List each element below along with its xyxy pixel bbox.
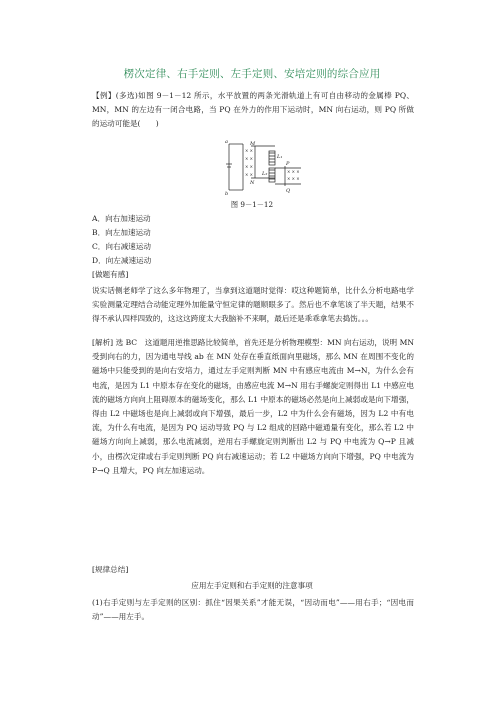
svg-text:× ×: × × (245, 156, 253, 161)
reflection-text: 说实话侧老师学了这么多年物理了，当拿到这道题时觉得：哎这种题简单，比什么分析电路电学实验测量定理结合动能定理外加能量守恒定律的题顺眼多了。然后也不拿笔该了半天题，结果不得不承认四样四致的，这这这跨度太大我脑补不来啊，最后还是乖乖拿笔去捣饬。。。 (92, 286, 414, 324)
svg-text:× × ×: × × × (287, 176, 300, 181)
option-b: B．向左加速运动 (92, 228, 151, 237)
option-d: D．向左减速运动 (92, 256, 152, 265)
option-c: C．向右减速运动 (92, 242, 151, 251)
analysis-text: 选 BC 这道题用逆推思路比较简单，首先还是分析物理模型：MN 向右运动，说明 MN 受到向右的力，因为通电导线 ab 在 MN 处存在垂直纸面向里磁场，那么 MN 在周围不变化的磁场中只能受到的是向右安培力，通过左手定则判断 MN 中有感应电流由 M→N，为什么会有电流，是因为 L1 中原本存在变化的磁场，由感应电流 M→N 用右手螺旋定则得出 L1 中感应电流的磁场方向向上阻碍原本的磁场变化，那么 L1 中原本的磁场必然是向上减弱或是向下增强，得由 L2 中磁场也是向上减弱或向下增强，最后一步，L2 中为什么会有磁场，因为 L2 中有电流，为什么有电流，是因为 PQ 运动导致 PQ 与 L2 组成的回路中磁通量有变化，那么若 L2 中磁场方向向上减弱，那么电流减弱，逆用右手螺旋定则判断出 L2 与 PQ 中电流为 Q→P 且减小，由楞次定律或右手定则判断 PQ 向右减速运动；若 L2 中磁场方向向下增强，PQ 中电流为 P→Q 且增大，PQ 向左加速运动。 (92, 338, 414, 475)
svg-text:× ×: × × (245, 172, 253, 177)
section-title: 楞次定律、右手定则、左手定则、安培定则的综合应用 (123, 68, 381, 80)
summary-item-1: (1)右手定则与左手定则的区别：抓住“因果关系”才能无误，“因动而电”——用右手；“因电而动”——用左手。 (92, 598, 414, 622)
option-a: A．向右加速运动 (92, 214, 151, 223)
example-question: 【例】(多选)如图 9－1－12 所示，水平放置的两条光滑轨道上有可自由移动的金属棒 PQ、MN，MN 的左边有一闭合电路，当 PQ 在外力的作用下运动时，MN 向右运动，则 PQ 所做的运动可能是( ) (92, 91, 414, 129)
analysis-block (92, 336, 414, 530)
label-p: P (286, 161, 290, 167)
label-l1: L₁ (277, 154, 283, 160)
label-l2: L₂ (262, 171, 268, 177)
reflection-tag: [做题有感] (92, 270, 129, 279)
label-q: Q (286, 188, 291, 194)
svg-text:× × ×: × × × (287, 169, 300, 174)
label-b: b (225, 191, 229, 196)
label-m: M (250, 141, 256, 147)
summary-heading: 应用左手定则和右手定则的注意事项 (191, 581, 313, 590)
figure-caption: 图 9－1－12 (230, 200, 274, 209)
circuit-figure (223, 138, 305, 196)
svg-text:× ×: × × (245, 148, 253, 153)
summary-tag: [规律总结] (92, 565, 129, 574)
analysis-tag: [解析] (92, 338, 114, 347)
label-n: N (250, 180, 255, 186)
label-a: a (225, 139, 228, 145)
svg-text:× ×: × × (245, 164, 253, 169)
